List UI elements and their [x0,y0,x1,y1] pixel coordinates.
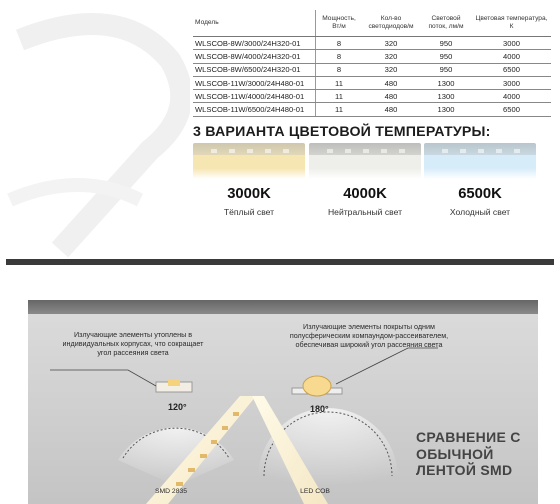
cell-color-temp: 4000 [472,90,551,103]
swatch-glow [193,155,305,179]
cell-flux: 1300 [420,90,472,103]
swatch-glow [309,155,421,179]
comparison-title: СРАВНЕНИЕ С ОБЫЧНОЙ ЛЕНТОЙ SMD [416,429,521,478]
cell-power: 8 [316,50,363,63]
cell-color-temp: 3000 [472,37,551,50]
header-power: Мощность, Вт/м [316,10,363,37]
cell-leds: 480 [362,76,420,89]
header-color-temp: Цветовая температура, К [472,10,551,37]
cell-model: WLSCOB-11W/3000/24H480-01 [193,76,316,89]
cell-leds: 320 [362,63,420,76]
header-model: Модель [193,10,316,37]
temp-cold: 6500K [458,186,502,202]
temp-warm-label: Тёплый свет [223,207,275,217]
cell-power: 11 [316,103,363,116]
cell-color-temp: 3000 [472,76,551,89]
cell-color-temp: 4000 [472,50,551,63]
cell-flux: 950 [420,63,472,76]
cell-power: 8 [316,63,363,76]
swatch-glow [424,155,536,179]
cell-flux: 950 [420,50,472,63]
cell-power: 11 [316,76,363,89]
temp-warm: 3000K [227,186,271,202]
cell-flux: 950 [420,37,472,50]
cell-model: WLSCOB-8W/4000/24H320-01 [193,50,316,63]
temp-cold-label: Холодный свет [449,207,511,217]
cob-annotation: Излучающие элементы покрыты одним полусферическим компаундом-рассеивателем, обеспечивая широкий угол рассеяния света [289,322,449,349]
table-row [193,103,551,116]
smd-angle-value: 120° [168,402,187,412]
section-divider [6,259,554,265]
table-header-row [193,10,551,37]
cell-flux: 1300 [420,76,472,89]
smd-leader-line [50,370,156,386]
cell-power: 8 [316,37,363,50]
header-flux: Световой поток, лм/м [420,10,472,37]
swatch-neutral [309,143,421,179]
swatch-cold [424,143,536,179]
temp-neutral: 4000K [343,186,387,202]
cob-leader-line [336,348,438,384]
cell-model: WLSCOB-11W/6500/24H480-01 [193,103,316,116]
variants-heading: 3 ВАРИАНТА ЦВЕТОВОЙ ТЕМПЕРАТУРЫ: [193,124,491,140]
smd-annotation: Излучающие элементы утоплены в индивидуальных корпусах, что сокращает угол рассеяния света [62,330,204,357]
panel-top-edge [28,300,538,314]
temp-neutral-label: Нейтральный свет [327,207,403,217]
cell-leds: 480 [362,103,420,116]
table-row [193,50,551,63]
cell-model: WLSCOB-8W/6500/24H320-01 [193,63,316,76]
table-row [193,63,551,76]
table-row [193,90,551,103]
cob-dome-icon [303,376,331,396]
cell-color-temp: 6500 [472,103,551,116]
smd-label: SMD 2835 [154,488,188,495]
cob-angle-value: 180° [310,404,329,414]
header-leds: Кол-во светодиодов/м [362,10,420,37]
cell-power: 11 [316,90,363,103]
cell-leds: 320 [362,37,420,50]
table-body [193,37,551,117]
cell-flux: 1300 [420,103,472,116]
smd-chip-emitter [168,380,180,386]
spec-table [193,10,551,117]
table-row [193,37,551,50]
cell-leds: 320 [362,50,420,63]
cob-label: LED COB [300,488,330,495]
decorative-background [0,0,190,262]
cell-model: WLSCOB-11W/4000/24H480-01 [193,90,316,103]
table-row [193,76,551,89]
cell-model: WLSCOB-8W/3000/24H320-01 [193,37,316,50]
cell-color-temp: 6500 [472,63,551,76]
swatch-warm [193,143,305,179]
cell-leds: 480 [362,90,420,103]
